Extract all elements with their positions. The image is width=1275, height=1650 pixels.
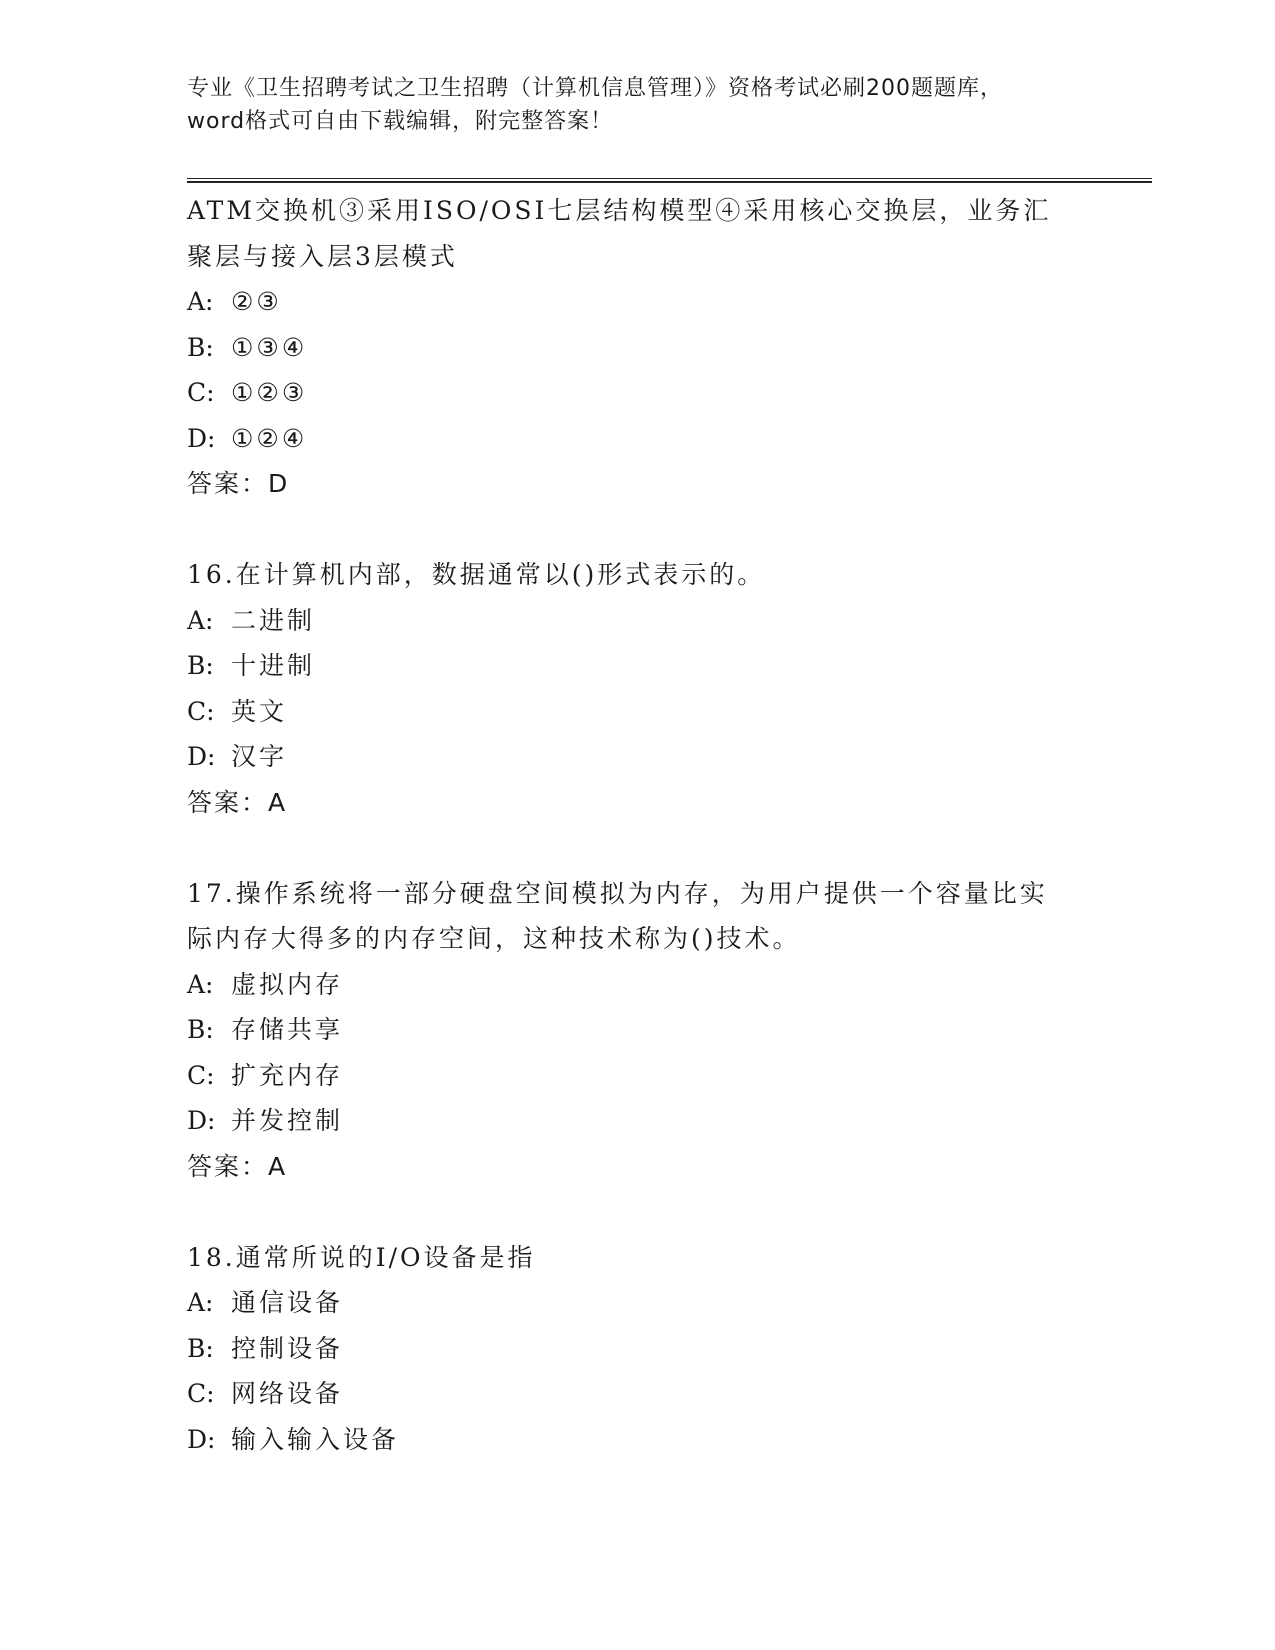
option-c (187, 370, 1087, 416)
question-17 (187, 871, 1087, 1190)
question-stem-line: ATM交换机③采用ISO/OSI七层结构模型④采用核心交换层，业务汇 (187, 196, 1052, 225)
option-d (187, 734, 1087, 780)
option-letter: B: (187, 1333, 214, 1363)
question-spacer (187, 1189, 1087, 1235)
header-title-line-1: 专业《卫生招聘考试之卫生招聘（计算机信息管理）》资格考试必刷200题题库， (187, 76, 1003, 101)
answer-line: 答案：A (187, 787, 288, 817)
option-a (187, 279, 1087, 325)
option-c (187, 1053, 1087, 1099)
header-title-line-2: word格式可自由下载编辑，附完整答案！ (187, 109, 614, 134)
option-d (187, 1098, 1087, 1144)
option-b (187, 643, 1087, 689)
option-text: 二进制 (231, 605, 316, 635)
option-letter: B: (187, 651, 214, 680)
option-text: 英文 (231, 696, 288, 726)
option-letter: D: (187, 742, 216, 771)
option-c (187, 689, 1087, 735)
header-divider (187, 178, 1152, 183)
option-a (187, 1280, 1087, 1326)
question-stem-line: 聚层与接入层3层模式 (187, 241, 458, 271)
option-text: ①②④ (231, 423, 308, 453)
option-letter: A: (187, 1288, 214, 1317)
question-stem-line: 18.通常所说的I/O设备是指 (187, 1242, 536, 1272)
option-text: 十进制 (231, 651, 316, 680)
option-a (187, 962, 1087, 1008)
option-letter: D: (187, 423, 216, 453)
option-b (187, 1007, 1087, 1053)
question-16 (187, 552, 1087, 825)
option-letter: C: (187, 1379, 215, 1408)
option-text: 输入输入设备 (231, 1424, 400, 1454)
answer-line: 答案：D (187, 469, 290, 498)
option-letter: A: (187, 287, 214, 316)
question-stem-line: 16.在计算机内部，数据通常以()形式表示的。 (187, 560, 766, 589)
option-c (187, 1371, 1087, 1417)
question-spacer (187, 825, 1087, 871)
option-text: 控制设备 (231, 1333, 344, 1363)
question-stem-line: 17.操作系统将一部分硬盘空间模拟为内存，为用户提供一个容量比实 (187, 878, 1048, 908)
option-a (187, 598, 1087, 644)
question-list (187, 188, 1087, 1462)
option-letter: C: (187, 1060, 215, 1090)
option-letter: D: (187, 1424, 216, 1454)
option-text: 存储共享 (231, 1015, 344, 1044)
option-text: 网络设备 (231, 1379, 344, 1408)
option-text: 汉字 (231, 742, 288, 771)
option-letter: A: (187, 605, 214, 635)
option-d (187, 416, 1087, 462)
option-letter: B: (187, 332, 214, 362)
option-letter: B: (187, 1015, 214, 1044)
option-text: 虚拟内存 (231, 969, 344, 999)
question-stem-line: 际内存大得多的内存空间，这种技术称为()技术。 (187, 924, 801, 953)
document-header (187, 72, 1087, 138)
question-spacer (187, 507, 1087, 553)
option-letter: C: (187, 696, 215, 726)
option-letter: D: (187, 1106, 216, 1135)
option-text: ①②③ (231, 378, 308, 407)
option-letter: A: (187, 969, 214, 999)
option-d (187, 1417, 1087, 1463)
option-text: ①③④ (231, 332, 308, 362)
option-text: 并发控制 (231, 1106, 344, 1135)
option-text: 通信设备 (231, 1288, 344, 1317)
option-b (187, 1326, 1087, 1372)
question-15 (187, 188, 1087, 507)
option-text: 扩充内存 (231, 1060, 344, 1090)
question-18 (187, 1235, 1087, 1463)
option-b (187, 325, 1087, 371)
option-letter: C: (187, 378, 215, 407)
answer-line: 答案：A (187, 1151, 288, 1181)
option-text: ②③ (231, 287, 282, 316)
